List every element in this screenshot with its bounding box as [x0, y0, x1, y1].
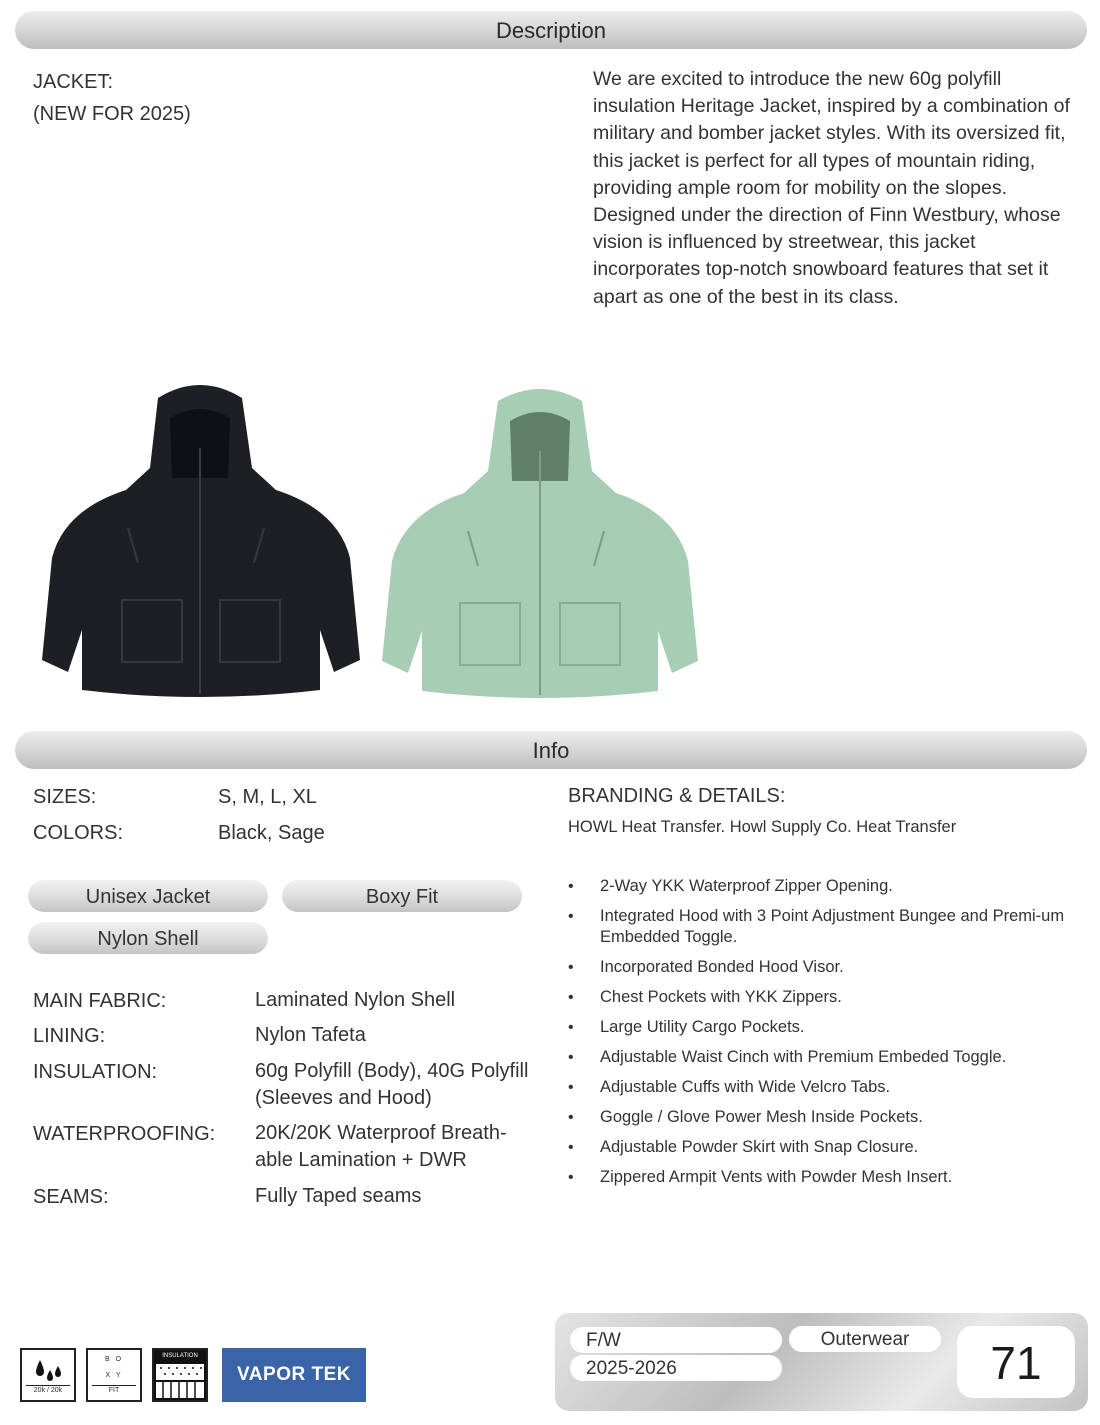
product-description: We are excited to introduce the new 60g polyfill insulation Heritage Jacket, inspired by a combination of military and bomber jacket styles. With its oversized fit, this jacket is perfect for all types of mountain riding, providing ample room for mobility on the slopes. Designed under the direction of Finn Westbury, whose vision is influenced by streetwear, this jacket incorporates top-notch snowboard features that set it apart as one of the best in its class. — [593, 68, 1070, 308]
description-section-header: Description — [15, 11, 1087, 49]
boxy-fit-bottom-text: FIT — [92, 1385, 136, 1396]
season-years: 2025-2026 — [570, 1355, 782, 1381]
insulation-icon-text: INSULATION — [162, 1353, 198, 1359]
tag-unisex-jacket: Unisex Jacket — [28, 880, 268, 912]
spec-label-seams: SEAMS: — [33, 1186, 109, 1208]
boxy-fit-mid-text: X Y — [105, 1372, 123, 1379]
feature-item: • Goggle / Glove Power Mesh Inside Pockets. — [568, 1107, 1088, 1128]
insulation-pattern-icon — [155, 1363, 205, 1399]
waterproof-rating-text: 20k / 20k — [26, 1385, 70, 1396]
spec-value-lining: Nylon Tafeta — [255, 1024, 366, 1046]
spec-value-insulation: 60g Polyfill (Body), 40G Polyfill (Sleeves and Hood) — [255, 1060, 529, 1109]
sage-jacket-image — [380, 383, 700, 701]
spec-label-waterproofing: WATERPROOFING: — [33, 1123, 216, 1145]
feature-item: • Adjustable Waist Cinch with Premium Embeded Toggle. — [568, 1047, 1088, 1068]
page-number: 71 — [957, 1326, 1075, 1398]
info-section-header: Info — [15, 731, 1087, 769]
tag-boxy-fit: Boxy Fit — [282, 880, 522, 912]
black-jacket-image — [38, 378, 363, 700]
spec-label-lining: LINING: — [33, 1025, 106, 1047]
feature-item: • Chest Pockets with YKK Zippers. — [568, 987, 1088, 1008]
tag-nylon-shell: Nylon Shell — [28, 922, 268, 954]
colors-label: COLORS: — [33, 822, 124, 844]
branding-title: BRANDING & DETAILS: — [568, 785, 786, 807]
feature-item: • Adjustable Cuffs with Wide Velcro Tabs. — [568, 1077, 1088, 1098]
sizes-label: SIZES: — [33, 786, 97, 808]
waterproof-rating-icon — [20, 1348, 76, 1402]
season-label: F/W — [570, 1327, 782, 1353]
product-type-line1: JACKET: — [33, 71, 114, 93]
branding-text: HOWL Heat Transfer. Howl Supply Co. Heat Transfer — [568, 818, 957, 836]
spec-value-seams: Fully Taped seams — [255, 1185, 422, 1207]
feature-item: • Zippered Armpit Vents with Powder Mesh Insert. — [568, 1167, 1088, 1188]
feature-item: • 2-Way YKK Waterproof Zipper Opening. — [568, 876, 1088, 897]
product-type-line2: (NEW FOR 2025) — [33, 103, 191, 125]
feature-item: • Integrated Hood with 3 Point Adjustment Bungee and Premi-um Embedded Toggle. — [568, 906, 1088, 948]
spec-label-insulation: INSULATION: — [33, 1061, 158, 1083]
feature-item: • Adjustable Powder Skirt with Snap Closure. — [568, 1137, 1088, 1158]
water-drops-icon — [22, 1354, 74, 1388]
feature-item: • Incorporated Bonded Hood Visor. — [568, 957, 1088, 978]
spec-label-main-fabric: MAIN FABRIC: — [33, 990, 167, 1012]
product-type — [33, 66, 191, 130]
category-label: Outerwear — [789, 1326, 941, 1352]
boxy-fit-top-text: B O — [104, 1356, 124, 1363]
colors-value: Black, Sage — [218, 822, 325, 844]
spec-value-waterproofing: 20K/20K Waterproof Breath-able Lamination + DWR — [255, 1122, 507, 1171]
spec-value-main-fabric: Laminated Nylon Shell — [255, 989, 456, 1011]
insulation-icon — [152, 1348, 208, 1402]
feature-item: • Large Utility Cargo Pockets. — [568, 1017, 1088, 1038]
vapor-tek-logo: VAPOR TEK — [222, 1348, 366, 1402]
feature-list — [568, 876, 1088, 1197]
sizes-value: S, M, L, XL — [218, 786, 317, 808]
boxy-fit-icon — [86, 1348, 142, 1402]
